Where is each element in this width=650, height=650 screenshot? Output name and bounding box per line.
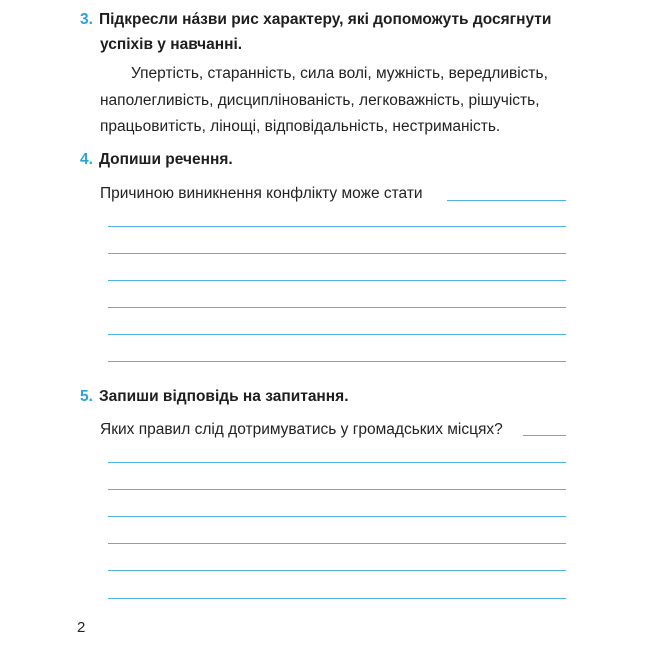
task-5-inline-answer-line[interactable] bbox=[523, 435, 566, 436]
task-5-question: Яких правил слід дотримуватись у громадських місцях? bbox=[100, 421, 503, 438]
task-3-title-line-2: успіхів у навчанні. bbox=[100, 36, 243, 53]
task-4-header bbox=[80, 148, 233, 172]
task-4-answer-line-2[interactable] bbox=[108, 253, 566, 254]
traits-line-3[interactable]: працьовитість, лінощі, відповідальність, нестриманість. bbox=[100, 118, 501, 135]
traits-line-1[interactable]: Упертість, старанність, сила волі, мужність, вередливість, bbox=[131, 65, 548, 82]
task-3-title: Підкресли на́зви рис характеру, які допоможуть досягнути bbox=[98, 11, 552, 28]
page-number: 2 bbox=[77, 619, 86, 636]
task-4-title: Допиши речення. bbox=[98, 151, 233, 168]
task-5-answer-line-3[interactable] bbox=[108, 516, 566, 517]
task-5-answer-line-6[interactable] bbox=[108, 598, 566, 599]
task-5-number: 5. bbox=[80, 388, 93, 405]
task-5-answer-line-4[interactable] bbox=[108, 543, 566, 544]
task-4-inline-answer-line[interactable] bbox=[447, 200, 566, 201]
task-5-answer-line-5[interactable] bbox=[108, 570, 566, 571]
task-3-header bbox=[80, 8, 551, 32]
task-4-number: 4. bbox=[80, 151, 93, 168]
task-5-header bbox=[80, 385, 349, 409]
task-5-answer-line-1[interactable] bbox=[108, 462, 566, 463]
task-5-title: Запиши відповідь на запитання. bbox=[98, 388, 349, 405]
task-3-number: 3. bbox=[80, 11, 93, 28]
task-4-answer-line-6[interactable] bbox=[108, 361, 566, 362]
traits-line-2[interactable]: наполегливість, дисциплінованість, легковажність, рішучість, bbox=[100, 92, 540, 109]
task-4-answer-line-3[interactable] bbox=[108, 280, 566, 281]
task-5-answer-line-2[interactable] bbox=[108, 489, 566, 490]
task-4-answer-line-4[interactable] bbox=[108, 307, 566, 308]
task-4-answer-line-5[interactable] bbox=[108, 334, 566, 335]
task-4-prompt: Причиною виникнення конфлікту може стати bbox=[100, 185, 423, 202]
task-4-answer-line-1[interactable] bbox=[108, 226, 566, 227]
